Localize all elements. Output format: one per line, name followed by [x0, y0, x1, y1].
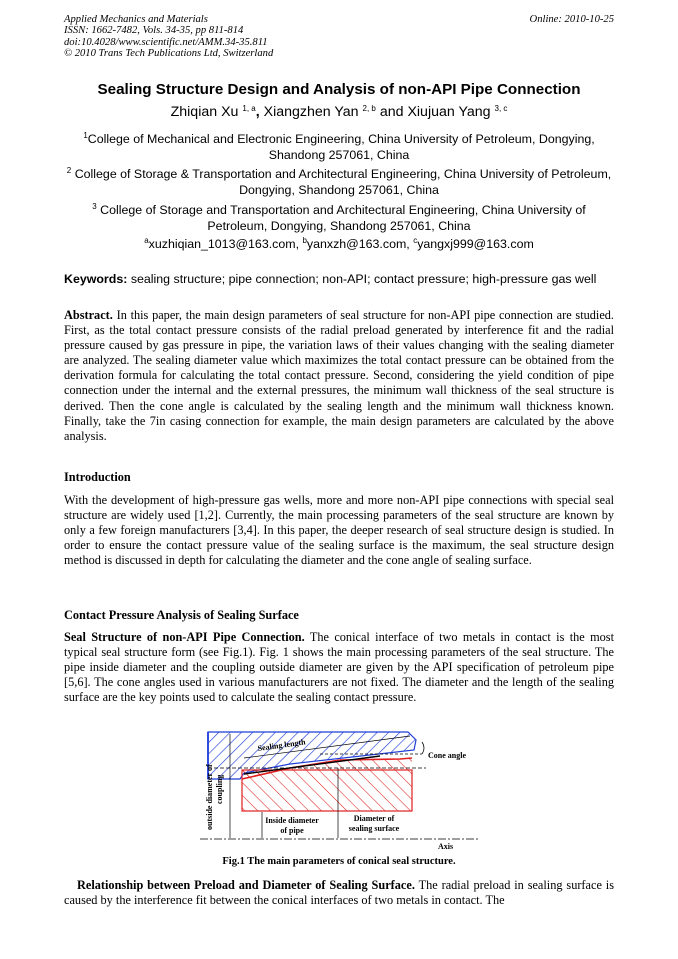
affiliation-1: [64, 131, 614, 163]
author-name: Xiujuan Yang: [407, 104, 491, 120]
seal-structure-text: The conical interface of two metals in contact is the most typical seal structure form (see Fig.1). Fig. 1 shows the main processing parameters of the seal structure. The pipe inside diameter and the coupling outside diameter are given by the API specification of petroleum pipe [5,6]. The cone angles used in various manufacturers are not fixed. The diameter and the length of the sealing surface are the key points used to calculate the sealing contact pressure.: [64, 630, 615, 705]
affiliation-superscript: 3: [92, 202, 97, 211]
inside-diameter-label: [265, 816, 319, 835]
abstract-text: In this paper, the main design parameters of seal structure for non-API pipe connection are studied. First, as the total contact pressure consists of the radial preload generated by interference fit and the radial pressure caused by gas pressure in pipe, the variation laws of their values changing with the sealing diameter are analyzed. The sealing diameter value which maximizes the total contact pressure can be obtained from the derivation formula for calculating the total contact pressure. Second, considering the yield condition of pipe connection under the internal and the external pressures, the minimum wall thickness of the seal structure is derived. Then the cone angle is calculated by the sealing length and the minimum wall thickness known. Finally, take the 7in casing connection for example, the main design parameters are calculated by the above analysis.: [64, 308, 615, 443]
figure-caption: Fig.1 The main parameters of conical seal structure.: [222, 856, 456, 867]
email-address[interactable]: yangxj999@163.com: [417, 237, 534, 251]
inside-diameter-text: of pipe: [280, 826, 304, 835]
author-separator: ,: [255, 104, 260, 120]
affiliation-3: [64, 202, 614, 234]
email-superscript: a: [144, 236, 149, 245]
email-superscript: c: [413, 236, 418, 245]
doi-line: doi:10.4028/www.scientific.net/AMM.34-35.811: [64, 36, 268, 48]
issn-line: ISSN: 1662-7482, Vols. 34-35, pp 811-814: [64, 25, 244, 37]
author-superscript: 3, c: [494, 104, 508, 113]
keywords: [64, 272, 624, 286]
author-name: Zhiqian Xu: [170, 104, 239, 120]
affiliation-2: [64, 166, 614, 198]
affiliation-text: College of Storage and Transportation and Architectural Engineering, China University of Petroleum, Dongying, Shandong 257061, China: [100, 203, 586, 233]
introduction-paragraph: With the development of high-pressure gas wells, more and more non-API pipe connections with special seal structure are widely used [1,2]. Currently, the main processing parameters of the seal structure are known by only a few foreign manufacturers [3,4]. In this paper, the deeper research of seal structure design is studied. In order to ensure the contact pressure value of the sealing surface is the maximum, the seal structure design method is discussed in depth for calculating the diameter and the cone angle of sealing surface.: [64, 493, 614, 568]
email-list: [64, 237, 614, 251]
axis-label: Axis: [438, 842, 454, 851]
introduction-heading: Introduction: [64, 470, 131, 484]
preload-text: The radial preload in sealing surface is caused by the interference fit between the conical interfaces of two metals in contact. The: [64, 878, 614, 908]
affiliation-superscript: 2: [66, 166, 72, 175]
inside-diameter-text: Inside diameter: [265, 816, 319, 825]
sealing-diameter-label: [349, 814, 400, 833]
author-name: Xiangzhen Yan: [263, 104, 359, 120]
affiliation-superscript: 1: [83, 131, 88, 140]
copyright-line: © 2010 Trans Tech Publications Ltd, Switzerland: [64, 48, 274, 60]
author-list: [64, 104, 614, 120]
email-address[interactable]: xuzhiqian_1013@163.com,: [148, 237, 300, 251]
abstract-paragraph: [64, 308, 614, 444]
author-superscript: 2, b: [362, 104, 376, 113]
keywords-label: Keywords:: [64, 272, 128, 286]
journal-header: [64, 14, 273, 60]
journal-name: Applied Mechanics and Materials: [64, 14, 208, 25]
online-date: Online: 2010-10-25: [529, 14, 614, 25]
email-address[interactable]: yanxzh@163.com,: [306, 237, 410, 251]
email-superscript: b: [302, 236, 307, 245]
seal-structure-paragraph: [64, 630, 614, 705]
affiliation-text: College of Mechanical and Electronic Engineering, China University of Petroleum, Dongying, Shandong 257061, China: [87, 132, 595, 162]
affiliation-text: College of Storage & Transportation and Architectural Engineering, China University of Petroleum, Dongying, Shandong 257061, China: [74, 167, 612, 197]
cone-angle-arc: [422, 742, 424, 754]
abstract-label: Abstract.: [64, 308, 113, 322]
author-and: and: [379, 104, 404, 120]
author-superscript: 1, a: [242, 104, 256, 113]
keywords-text: sealing structure; pipe connection; non-API; contact pressure; high-pressure gas well: [130, 272, 597, 286]
preload-paragraph: [64, 878, 614, 908]
sealing-length-label: Sealing length: [257, 737, 307, 753]
outside-diameter-text: outside diameter of: [205, 764, 214, 830]
seal-structure-label: Seal Structure of non-API Pipe Connection.: [64, 630, 305, 644]
sealing-diameter-text: sealing surface: [348, 824, 400, 833]
preload-label: Relationship between Preload and Diameter of Sealing Surface.: [77, 878, 415, 892]
sealing-diameter-text: Diameter of: [353, 814, 395, 823]
paper-title: Sealing Structure Design and Analysis of non-API Pipe Connection: [97, 81, 581, 98]
cone-angle-label: Cone angle: [428, 751, 466, 760]
seal-structure-figure: [200, 728, 480, 856]
outside-diameter-text: coupling: [215, 774, 224, 804]
contact-pressure-heading: Contact Pressure Analysis of Sealing Surface: [64, 608, 299, 622]
